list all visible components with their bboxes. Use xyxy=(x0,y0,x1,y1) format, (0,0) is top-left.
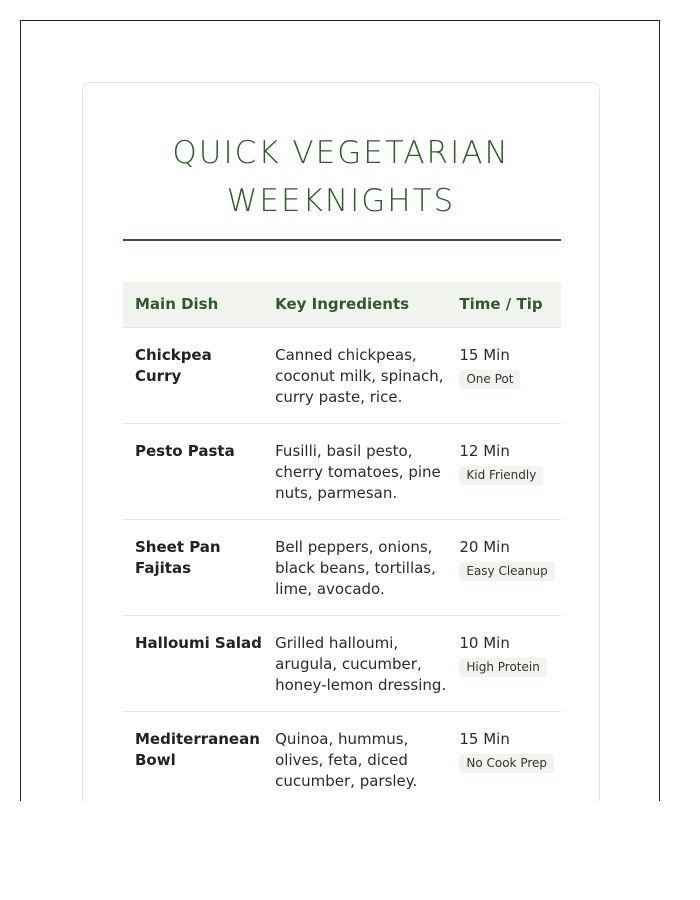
prep-time: 20 Min xyxy=(459,537,510,556)
table-row xyxy=(123,615,561,711)
header-key-ingredients: Key Ingredients xyxy=(263,282,447,327)
dish-ingredients: Fusilli, basil pesto, cherry tomatoes, pine nuts, parmesan. xyxy=(263,423,447,519)
tip-badge: One Pot xyxy=(459,370,520,389)
title-line-1: QUICK VEGETARIAN xyxy=(172,135,510,171)
tip-badge: No Cook Prep xyxy=(459,754,554,773)
recipe-card xyxy=(82,82,600,801)
table-row xyxy=(123,423,561,519)
dish-ingredients: Bell peppers, onions, black beans, tortillas, lime, avocado. xyxy=(263,519,447,615)
dish-name: Mediterranean Bowl xyxy=(123,711,263,801)
page-frame xyxy=(20,20,660,801)
tip-badge: Easy Cleanup xyxy=(459,562,554,581)
table-row xyxy=(123,711,561,801)
time-tip-cell xyxy=(447,327,561,423)
dish-ingredients: Canned chickpeas, coconut milk, spinach, curry paste, rice. xyxy=(263,327,447,423)
prep-time: 10 Min xyxy=(459,633,510,652)
dish-ingredients: Grilled halloumi, arugula, cucumber, honey-lemon dressing. xyxy=(263,615,447,711)
recipe-table xyxy=(123,282,561,801)
table-row xyxy=(123,519,561,615)
title-divider xyxy=(123,239,561,241)
table-row xyxy=(123,327,561,423)
table-header-row xyxy=(123,282,561,327)
prep-time: 15 Min xyxy=(459,729,510,748)
page-title xyxy=(83,129,599,225)
header-time-tip: Time / Tip xyxy=(447,282,561,327)
time-tip-cell xyxy=(447,711,561,801)
time-tip-cell xyxy=(447,423,561,519)
dish-name: Sheet Pan Fajitas xyxy=(123,519,263,615)
tip-badge: Kid Friendly xyxy=(459,466,543,485)
tip-badge: High Protein xyxy=(459,658,546,677)
title-line-2: WEEKNIGHTS xyxy=(226,183,456,219)
dish-name: Pesto Pasta xyxy=(123,423,263,519)
prep-time: 15 Min xyxy=(459,345,510,364)
dish-name: Chickpea Curry xyxy=(123,327,263,423)
header-main-dish: Main Dish xyxy=(123,282,263,327)
dish-ingredients: Quinoa, hummus, olives, feta, diced cucumber, parsley. xyxy=(263,711,447,801)
time-tip-cell xyxy=(447,519,561,615)
prep-time: 12 Min xyxy=(459,441,510,460)
time-tip-cell xyxy=(447,615,561,711)
dish-name: Halloumi Salad xyxy=(123,615,263,711)
